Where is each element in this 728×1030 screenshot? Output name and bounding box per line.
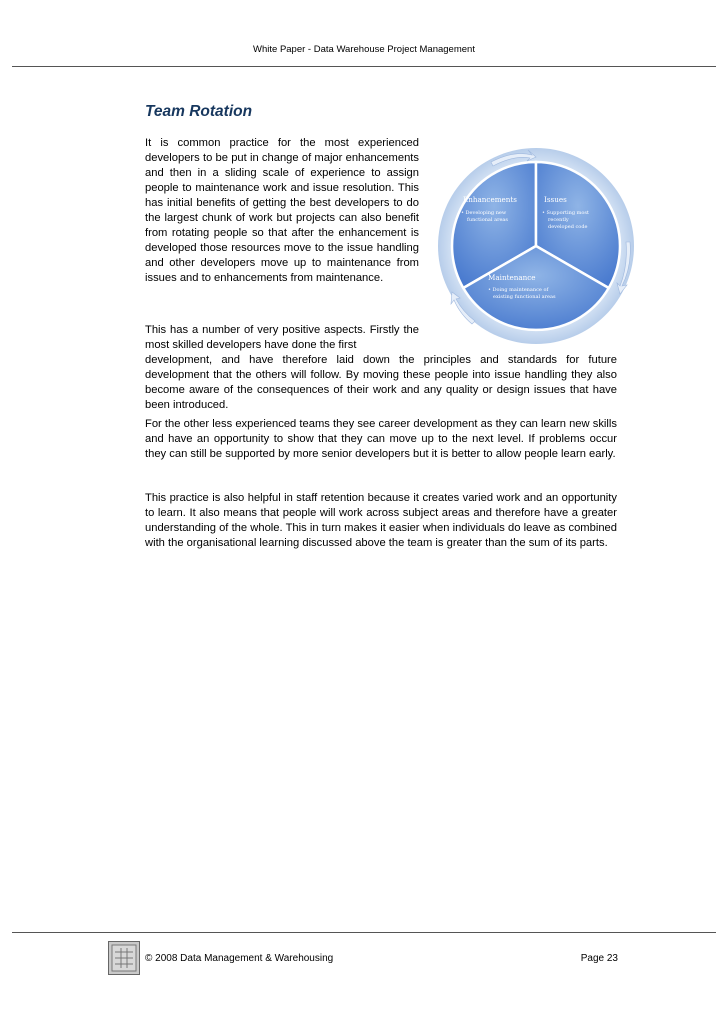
segment-issues-bullet-cont: recently <box>548 217 569 223</box>
company-logo-icon <box>108 941 140 975</box>
team-rotation-cycle-diagram <box>436 146 636 346</box>
paragraph-less-experienced: For the other less experienced teams they see career development as they can learn new skills and have an opportunity to show that they can move up to the next level. If problems occur they can still be supported by more senior developers but it is better to allow people learn early. <box>145 418 617 460</box>
segment-maintenance-bullet: • Doing maintenance of <box>488 287 549 293</box>
segment-enhancements-title: Enhancements <box>463 195 517 204</box>
segment-maintenance-title: Maintenance <box>488 273 536 282</box>
segment-enhancements-bullet: • Developing new <box>461 210 507 216</box>
segment-issues-bullet-cont2: developed code <box>548 224 588 230</box>
segment-issues-bullet: • Supporting most <box>542 210 589 216</box>
segment-issues-title: Issues <box>544 195 567 204</box>
segment-maintenance-bullet-cont: existing functional areas <box>493 294 556 300</box>
header-divider <box>12 66 716 67</box>
paragraph-positive-aspects-cont: development, and have therefore laid down the principles and standards for future development that the others will follow. By moving these people into issue handling they also become aware of the consequences of their work and any quality or design issues that have been introduced. <box>145 354 617 411</box>
paragraph-staff-retention: This practice is also helpful in staff retention because it creates varied work and an opportunity to learn. It also means that people will work across subject areas and therefore have a greater understanding of the whole. This in turn makes it easier when individuals do leave as combined with the organisational learning discussed above the team is greater than the sum of its parts. <box>145 492 617 549</box>
paragraph-intro: It is common practice for the most experienced developers to be put in change of major enhancements and then in a sliding scale of experience to assign people to maintenance work and issue resolution. This has initial benefits of getting the best developers to do the largest chunk of work but projects can also benefit from rotating people so that after the enhancement is developed those resources move to the issue handling and other developers move up to maintenance from issues and to enhancements from maintenance. <box>145 137 419 284</box>
section-heading: Team Rotation <box>145 103 253 120</box>
segment-enhancements-bullet-cont: functional areas <box>467 217 508 223</box>
document-header-title: White Paper - Data Warehouse Project Management <box>253 44 475 55</box>
footer-divider <box>12 932 716 933</box>
paragraph-positive-aspects-start: This has a number of very positive aspects. Firstly the most skilled developers have done the first <box>145 324 419 351</box>
footer-copyright: © 2008 Data Management & Warehousing <box>145 953 334 964</box>
footer-page-number: Page 23 <box>580 953 618 964</box>
